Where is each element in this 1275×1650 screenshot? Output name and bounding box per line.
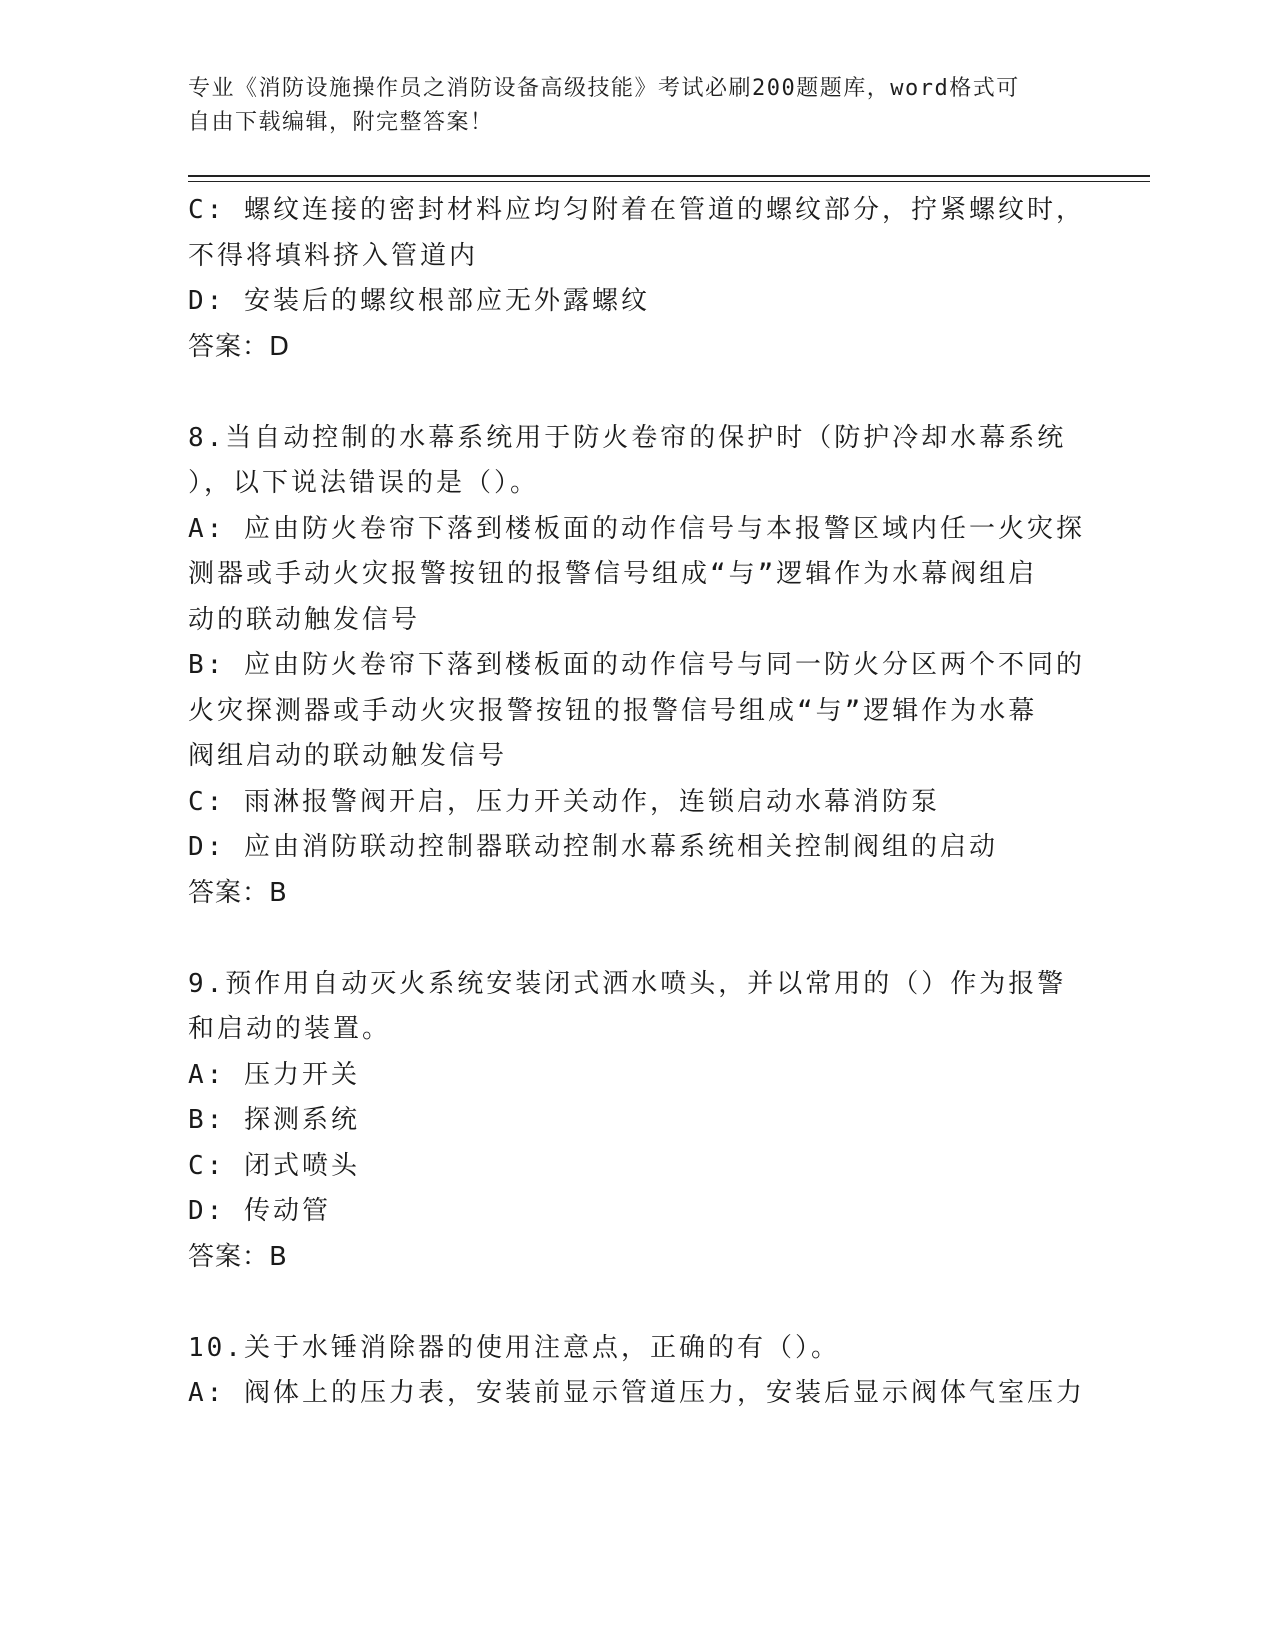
question-9 bbox=[188, 962, 1088, 1281]
question-stem: 10.关于水锤消除器的使用注意点，正确的有（）。 bbox=[188, 1332, 840, 1363]
question-stem: 和启动的装置。 bbox=[188, 1014, 392, 1044]
question-10 bbox=[188, 1326, 1088, 1417]
header-rule-thin bbox=[188, 181, 1150, 182]
option-c-line: C: 螺纹连接的密封材料应均匀附着在管道的螺纹部分，拧紧螺纹时， bbox=[188, 195, 1085, 225]
option-d-line: D: 传动管 bbox=[188, 1196, 331, 1226]
option-a-line: 测器或手动火灾报警按钮的报警信号组成“与”逻辑作为水幕阀组启 bbox=[188, 559, 1038, 589]
document-header bbox=[188, 72, 1068, 140]
option-d-line: D: 应由消防联动控制器联动控制水幕系统相关控制阀组的启动 bbox=[188, 832, 998, 862]
option-a-line: A: 阀体上的压力表，安装前显示管道压力，安装后显示阀体气室压力 bbox=[188, 1378, 1085, 1408]
option-c-line: 不得将填料挤入管道内 bbox=[188, 240, 479, 271]
option-a-line: 动的联动触发信号 bbox=[188, 604, 421, 635]
spacer bbox=[188, 916, 1088, 962]
header-rule-thick bbox=[188, 175, 1150, 177]
option-d-line: D: 安装后的螺纹根部应无外露螺纹 bbox=[188, 286, 650, 316]
header-line-2: 自由下载编辑，附完整答案！ bbox=[188, 110, 494, 135]
option-b-line: 阀组启动的联动触发信号 bbox=[188, 741, 508, 771]
spacer bbox=[188, 370, 1088, 416]
spacer bbox=[188, 1280, 1088, 1326]
option-a-line: A: 应由防火卷帘下落到楼板面的动作信号与本报警区域内任一火灾探 bbox=[188, 513, 1085, 544]
option-a-line: A: 压力开关 bbox=[188, 1059, 360, 1090]
option-b-line: B: 探测系统 bbox=[188, 1105, 360, 1135]
answer-line: 答案：B bbox=[188, 1241, 288, 1272]
question-7-tail bbox=[188, 188, 1088, 370]
question-stem: 8.当自动控制的水幕系统用于防火卷帘的保护时（防护冷却水幕系统 bbox=[188, 422, 1067, 453]
question-stem: 9.预作用自动灭火系统安装闭式洒水喷头，并以常用的（）作为报警 bbox=[188, 968, 1067, 999]
option-b-line: B: 应由防火卷帘下落到楼板面的动作信号与同一防火分区两个不同的 bbox=[188, 650, 1085, 680]
answer-line: 答案：D bbox=[188, 331, 291, 362]
option-b-line: 火灾探测器或手动火灾报警按钮的报警信号组成“与”逻辑作为水幕 bbox=[188, 695, 1038, 726]
header-line-1: 专业《消防设施操作员之消防设备高级技能》考试必刷200题题库，word格式可 bbox=[188, 76, 1020, 101]
question-content bbox=[188, 188, 1088, 1417]
option-c-line: C: 闭式喷头 bbox=[188, 1150, 360, 1181]
question-stem: ），以下说法错误的是（）。 bbox=[188, 468, 540, 498]
answer-line: 答案：B bbox=[188, 877, 288, 908]
option-c-line: C: 雨淋报警阀开启，压力开关动作，连锁启动水幕消防泵 bbox=[188, 786, 940, 817]
question-8 bbox=[188, 416, 1088, 917]
